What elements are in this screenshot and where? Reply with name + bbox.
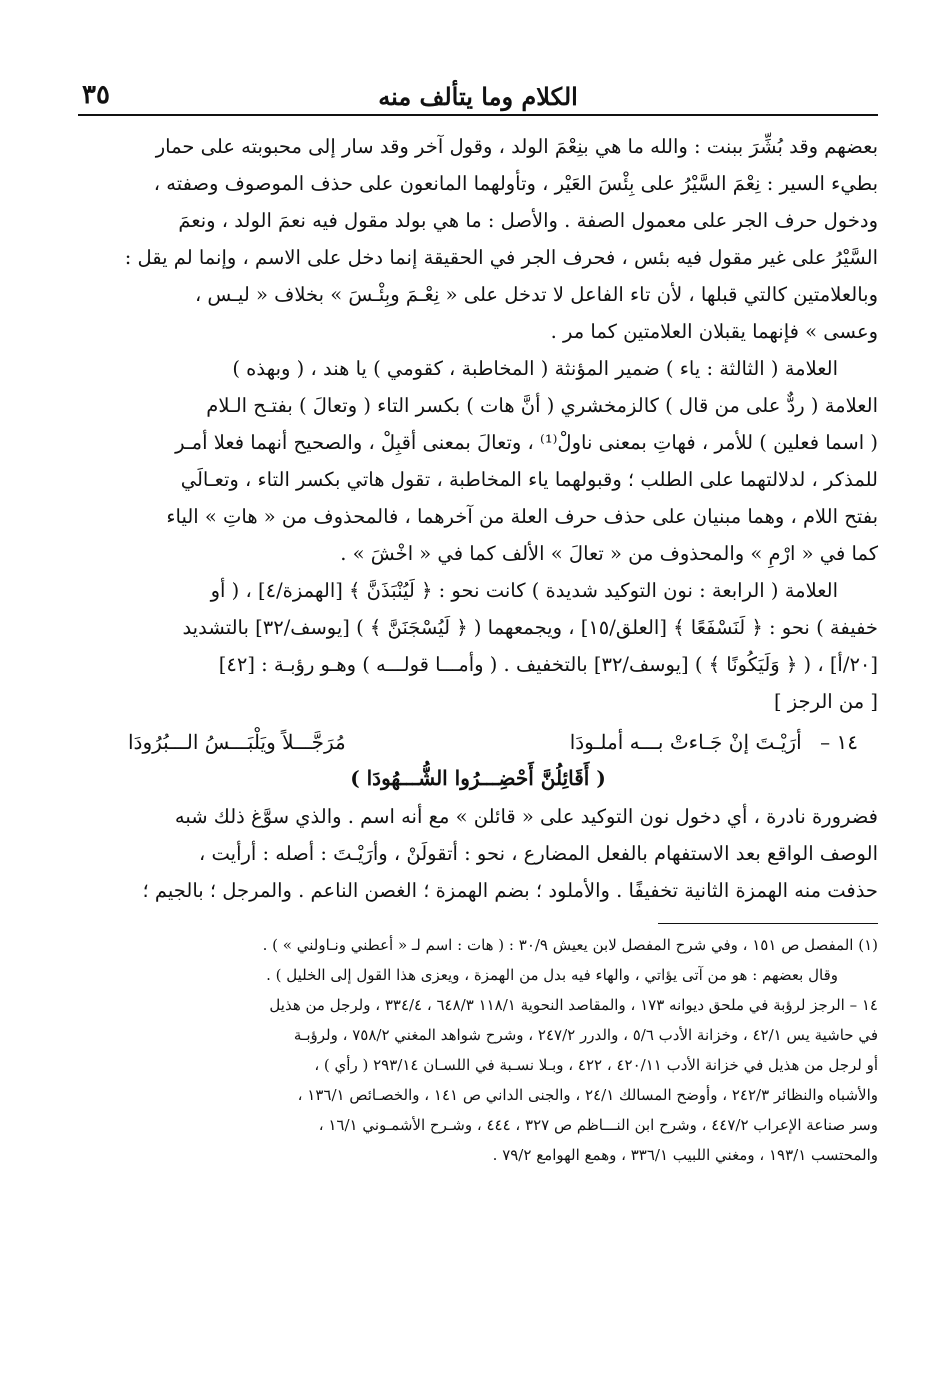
poetry-verse (78, 724, 878, 796)
paragraph-3 (78, 572, 878, 720)
text-line: الوصف الواقع بعد الاستفهام بالفعل المضارع ، نحو : أتقولَنْ ، وأرَيْـتَ : أصله : أرأيت ، (199, 842, 878, 865)
text-line: [ من الرجز ] (773, 690, 878, 713)
text-line: ودخول حرف الجر على معمول الصفة . والأصل : ما هي بولد مقول فيه نعمَ الولد ، ونعمَ (178, 209, 878, 232)
footnote-14 (78, 990, 878, 1170)
text-line: بعضهم وقد بُشِّرَ ببنت : والله ما هي بنِعْمَ الولد ، وقول آخر وقد سار إلى محبوبته على حمار (155, 135, 878, 158)
text-line: وعسى » فإنهما يقبلان العلامتين كما مر . (550, 320, 878, 343)
page-header (78, 78, 878, 116)
text-line: وبالعلامتين كالتي قبلها ، لأن تاء الفاعل لا تدخل على « نِعْـمَ وبِئْـسَ » بخلاف « ليـس ، (194, 283, 878, 306)
text-line: كما في « ارْمِ » والمحذوف من « تعالَ » الألف كما في « اخْشَ » . (340, 542, 878, 565)
page-title: الكلام وما يتألف منه (378, 82, 578, 111)
text-line: فضرورة نادرة ، أي دخول نون التوكيد على « قائلن » مع أنه اسم . والذي سوَّغ ذلك شبه (174, 805, 878, 828)
verse-first-hemistich: أرَيْـتَ إنْ جَـاءتْ بـــه أملـودَا (569, 730, 802, 754)
footnote-line: أو لرجل من هذيل في خزانة الأدب ٤٢٠/١١ ، ٤٢٢ ، وبـلا نسـبة في اللسـان ٢٩٣/١٤ ( رأي ) ، (314, 1056, 878, 1074)
book-page (78, 78, 878, 1368)
paragraph-4 (78, 798, 878, 909)
text-line: حذفت منه الهمزة الثانية تخفيفًا . والأملود ؛ بضم الهمزة ؛ الغصن الناعم . والمرجل ؛ بالجيم ؛ (142, 879, 878, 902)
footnote-line: في حاشية يس ٤٢/١ ، وخزانة الأدب ٥/٦ ، والدرر ٢٤٧/٢ ، وشرح شواهد المغني ٧٥٨/٢ ، ولرؤبـة (293, 1026, 878, 1044)
verse-first-part (570, 724, 858, 760)
paragraph-1 (78, 128, 878, 350)
text-line: السَّيْرُ على غير مقول فيه بئس ، فحرف الجر في الحقيقة إنما دخل على الاسم ، وإنما لم يقل : (124, 246, 878, 269)
text-line: [٢٠/أ] ، ( ﴿ وَلَيَكُونًا ﴾ ) [يوسف/٣٢] بالتخفيف . ( وأمـــا قولـــه ) وهـو رؤبـة : [٤٢] (218, 653, 878, 676)
verse-second-hemistich: مُرَجَّـــلاً ويَلْبَـــسُ الـــبُرُودَا (128, 730, 346, 754)
text-line: العلامة ( ردٌّ على من قال ) كالزمخشري ( أنَّ هات ) بكسر التاء ( وتعالَ ) بفتـح الـلام (206, 394, 878, 417)
verse-number: ١٤ – (820, 730, 858, 754)
text-line: خفيفة ) نحو : ﴿ لَنَسْفَعًا ﴾ [العلق/١٥] ، ويجمعهما ( ﴿ لَيُسْجَنَنَّ ﴾ ) [يوسف/٣٢] بالتشديد (182, 616, 878, 639)
footnote-line: والمحتسب ١٩٣/١ ، ومغني اللبيب ٣٣٦/١ ، وهمع الهوامع ٧٩/٢ . (492, 1146, 878, 1164)
footnote-line: والأشباه والنظائر ٢٤٢/٣ ، وأوضح المسالك ٢٤/١ ، والجنى الداني ص ١٤١ ، والخصـائص ١٣٦/١ ، (297, 1086, 878, 1104)
text-line: العلامة ( الثالثة : ياء ) ضمير المؤنثة ( المخاطبة ، كقومي ) يا هند ، ( وبهذه ) (232, 357, 838, 380)
main-text (78, 128, 878, 909)
verse-third-hemistich: ( أَقَائِلُنَّ أَحْضِـــرُوا الشُّـــهُودَا ) (350, 766, 606, 790)
footnote-1 (78, 930, 878, 990)
footnote-line: ١٤ – الرجز لرؤبة في ملحق ديوانه ١٧٣ ، والمقاصد النحوية ١١٨/١ ٦٤٨/٣ ، ٣٣٤/٤ ، ولرجل من هذيل (269, 996, 878, 1014)
text-line: بفتح اللام ، وهما مبنيان على حذف حرف العلة من آخرهما ، فالمحذوف من « هاتِ » الياء (166, 505, 878, 528)
footnote-line: وسر صناعة الإعراب ٤٤٧/٢ ، وشرح ابن النـــاظم ص ٣٢٧ ، ٤٤٤ ، وشـرح الأشمـوني ١٦/١ ، (318, 1116, 878, 1134)
footnote-separator (658, 923, 878, 924)
footnote-line: وقال بعضهم : هو من آتى يؤاتي ، والهاء فيه بدل من الهمزة ، ويعزى هذا القول إلى الخليل ) . (266, 966, 838, 984)
verse-line (78, 724, 878, 760)
text-line: بطيء السير : نِعْمَ السَّيْرُ على بِئْسَ العَيْر ، وتأولهما المانعون على حذف الموصوف وصفته ، (153, 172, 878, 195)
paragraph-2 (78, 350, 878, 572)
text-line: للمذكر ، لدلالتهما على الطلب ؛ وقبولهما ياء المخاطبة ، تقول هاتي بكسر التاء ، وتعـالَي (180, 468, 878, 491)
text-line: ( اسما فعلين ) للأمر ، فهاتِ بمعنى ناولْ⁽¹⁾ ، وتعالَ بمعنى أقبِلْ ، والصحيح أنهما فعلا أمـر (175, 431, 878, 454)
page-number: ٣٥ (82, 80, 110, 110)
footnote-line: (١) المفصل ص ١٥١ ، وفي شرح المفصل لابن يعيش ٣٠/٩ : ( هات : اسم لـ « أعطني ونـاولني » ) . (262, 936, 878, 954)
text-line: العلامة ( الرابعة : نون التوكيد شديدة ) كانت نحو : ﴿ لَيُنْبَذَنَّ ﴾ [الهمزة/٤] ، ( أو (210, 579, 838, 602)
footnotes (78, 930, 878, 1170)
